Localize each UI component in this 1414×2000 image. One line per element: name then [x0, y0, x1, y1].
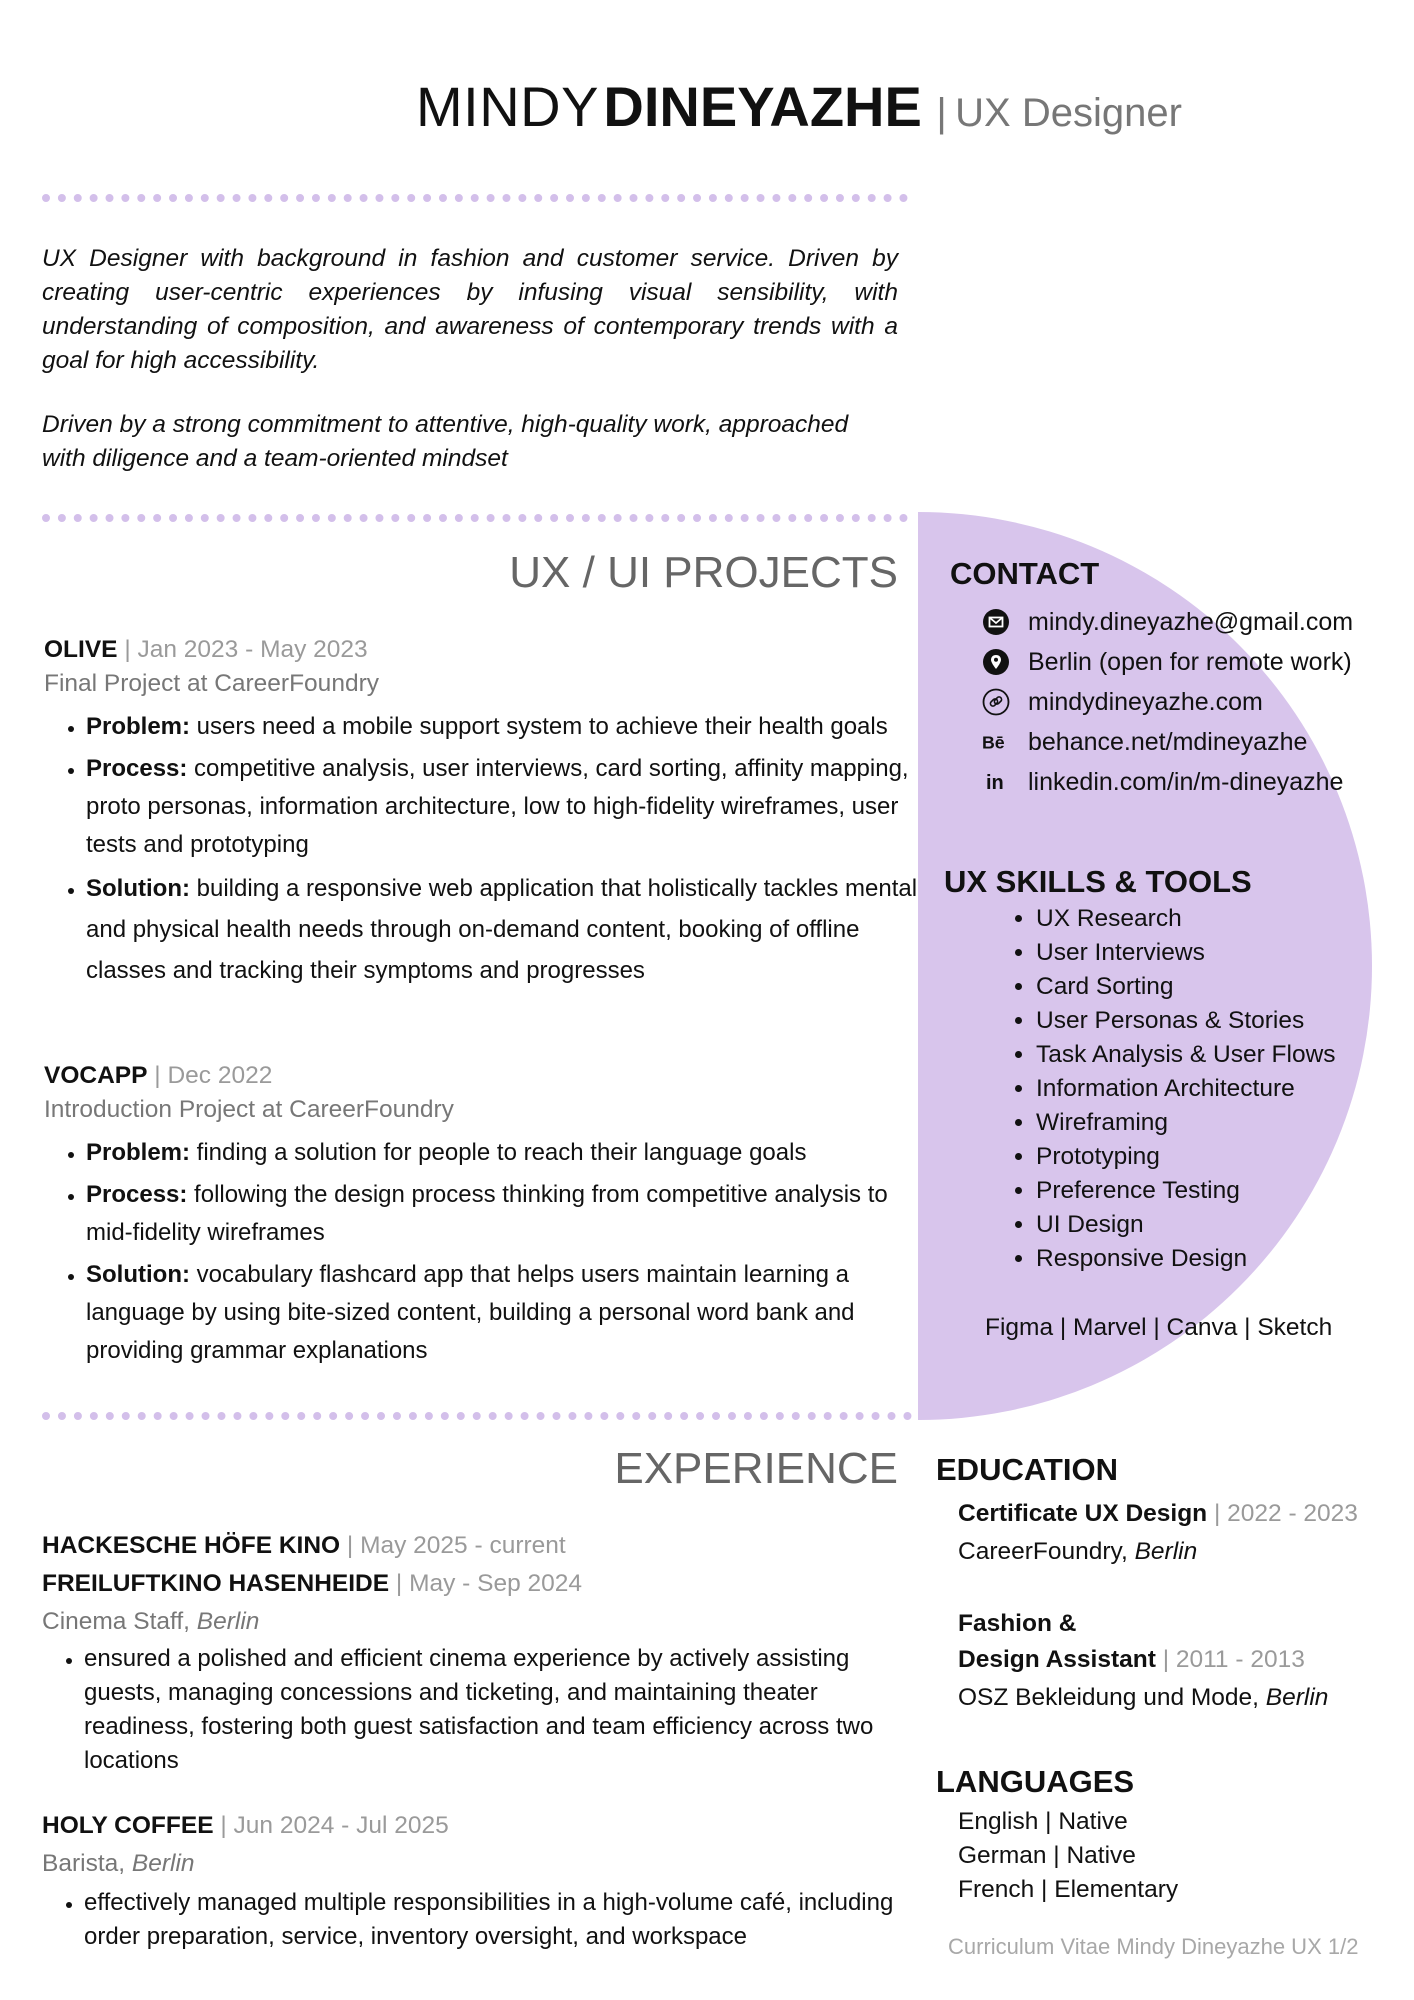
employer-name: HACKESCHE HÖFE KINO [42, 1532, 341, 1559]
list-item: • Information Architecture [1036, 1072, 1336, 1106]
employer-name: HOLY COFFEE [42, 1812, 214, 1839]
project-bullets [44, 708, 924, 991]
role-title: UX Designer [955, 91, 1182, 135]
list-item: • Process: competitive analysis, user interviews, card sorting, affinity mapping, proto personas, information architecture, low to high-fidelity wireframes, user tests and prototyping [86, 750, 924, 864]
list-item: • ensured a polished and efficient cinema experience by actively assisting guests, managing concessions and ticketing, and maintaining theater readiness, fostering both guest satisfaction and team efficiency across two locations [84, 1642, 932, 1778]
contact-title: CONTACT [950, 556, 1100, 591]
job-bullets [42, 1642, 932, 1778]
summary [42, 242, 898, 378]
list-item: • Problem: users need a mobile support system to achieve their health goals [86, 708, 924, 746]
job-dates: | May 2025 - current [346, 1532, 566, 1559]
list-item: • Process: following the design process thinking from competitive analysis to mid-fidelity wireframes [86, 1176, 924, 1252]
project-name: OLIVE [44, 636, 118, 663]
job-heading [42, 1812, 449, 1840]
linkedin-icon [982, 768, 1010, 796]
job-role: Barista, Berlin [42, 1850, 195, 1877]
contact-location [982, 646, 1352, 678]
job-heading [42, 1570, 582, 1598]
skills-title: UX SKILLS & TOOLS [944, 864, 1252, 899]
list-item: • UX Research [1036, 902, 1336, 936]
education-entry-2: Design Assistant | 2011 - 2013 [958, 1646, 1305, 1673]
project-subtitle: Introduction Project at CareerFoundry [44, 1096, 454, 1123]
list-item: • Card Sorting [1036, 970, 1336, 1004]
job-heading [42, 1532, 566, 1560]
education-title: EDUCATION [936, 1452, 1118, 1487]
project-name: VOCAPP [44, 1062, 148, 1089]
list-item: • UI Design [1036, 1208, 1336, 1242]
project-subtitle: Final Project at CareerFoundry [44, 670, 379, 697]
list-item: • User Interviews [1036, 936, 1336, 970]
job-bullets [42, 1886, 932, 1954]
list-item: • Task Analysis & User Flows [1036, 1038, 1336, 1072]
list-item: • effectively managed multiple responsibilities in a high-volume café, including order preparation, service, inventory oversight, and workspace [84, 1886, 932, 1954]
education-school-2: OSZ Bekleidung und Mode, Berlin [958, 1684, 1329, 1711]
list-item: • Problem: finding a solution for people to reach their language goals [86, 1134, 924, 1172]
education-entry-2-line1: Fashion & [958, 1610, 1077, 1637]
first-name: MINDY [416, 75, 599, 138]
contact-text: linkedin.com/in/m-dineyazhe [1028, 767, 1344, 796]
divider-3 [42, 1412, 912, 1420]
summary-paragraph-1: UX Designer with background in fashion and customer service. Driven by creating user-centric experiences by infusing visual sensibility, with understanding of composition, and awareness of contemporary trends with a goal for high accessibility. [42, 245, 898, 374]
behance-icon [982, 728, 1010, 756]
language-item: French | Elementary [958, 1876, 1179, 1903]
experience-title: EXPERIENCE [614, 1444, 898, 1493]
contact-text: mindydineyazhe.com [1028, 687, 1263, 716]
education-entry-1: Certificate UX Design | 2022 - 2023 [958, 1500, 1358, 1527]
header-separator: | [936, 91, 947, 135]
tools-list: Figma | Marvel | Canva | Sketch [985, 1314, 1333, 1341]
contact-linkedin [982, 766, 1343, 798]
contact-text: Berlin (open for remote work) [1028, 647, 1352, 676]
contact-text: mindy.dineyazhe@gmail.com [1028, 607, 1354, 636]
project-heading [44, 1062, 272, 1090]
projects-title: UX / UI PROJECTS [509, 548, 898, 597]
skills-list [1012, 902, 1336, 1276]
languages-title: LANGUAGES [936, 1764, 1135, 1799]
job-dates: | May - Sep 2024 [395, 1570, 583, 1597]
summary-paragraph-2: Driven by a strong commitment to attentive, high-quality work, approached with diligence and a team-oriented mindset [42, 411, 849, 472]
list-item: • Responsive Design [1036, 1242, 1336, 1276]
contact-email [982, 606, 1353, 638]
language-item: German | Native [958, 1842, 1136, 1869]
project-bullets [44, 1134, 924, 1370]
mail-icon [982, 608, 1010, 636]
location-pin-icon [982, 648, 1010, 676]
list-item: • Preference Testing [1036, 1174, 1336, 1208]
page-footer: Curriculum Vitae Mindy Dineyazhe UX 1/2 [948, 1934, 1359, 1959]
employer-name: FREILUFTKINO HASENHEIDE [42, 1570, 390, 1597]
last-name: DINEYAZHE [603, 75, 922, 138]
list-item: • Prototyping [1036, 1140, 1336, 1174]
list-item: • Wireframing [1036, 1106, 1336, 1140]
divider-1 [42, 194, 908, 202]
language-item: English | Native [958, 1808, 1128, 1835]
project-heading [44, 636, 368, 664]
summary-2 [42, 408, 898, 476]
contact-behance [982, 726, 1307, 758]
project-dates: | Dec 2022 [154, 1062, 273, 1089]
job-dates: | Jun 2024 - Jul 2025 [220, 1812, 449, 1839]
project-dates: | Jan 2023 - May 2023 [124, 636, 368, 663]
divider-2 [42, 514, 908, 522]
contact-text: behance.net/mdineyazhe [1028, 727, 1308, 756]
svg-text:Bē: Bē [982, 732, 1005, 753]
link-icon [982, 688, 1010, 716]
contact-website [982, 686, 1263, 718]
list-item: • User Personas & Stories [1036, 1004, 1336, 1038]
svg-text:in: in [986, 772, 1004, 794]
list-item: • Solution: building a responsive web application that holistically tackles mental and physical health needs through on-demand content, booking of offline classes and tracking their symptoms and progresses [86, 868, 924, 991]
education-school-1: CareerFoundry, Berlin [958, 1538, 1198, 1565]
job-role: Cinema Staff, Berlin [42, 1608, 260, 1635]
list-item: • Solution: vocabulary flashcard app that helps users maintain learning a language by using bite-sized content, building a personal word bank and providing grammar explanations [86, 1256, 924, 1370]
